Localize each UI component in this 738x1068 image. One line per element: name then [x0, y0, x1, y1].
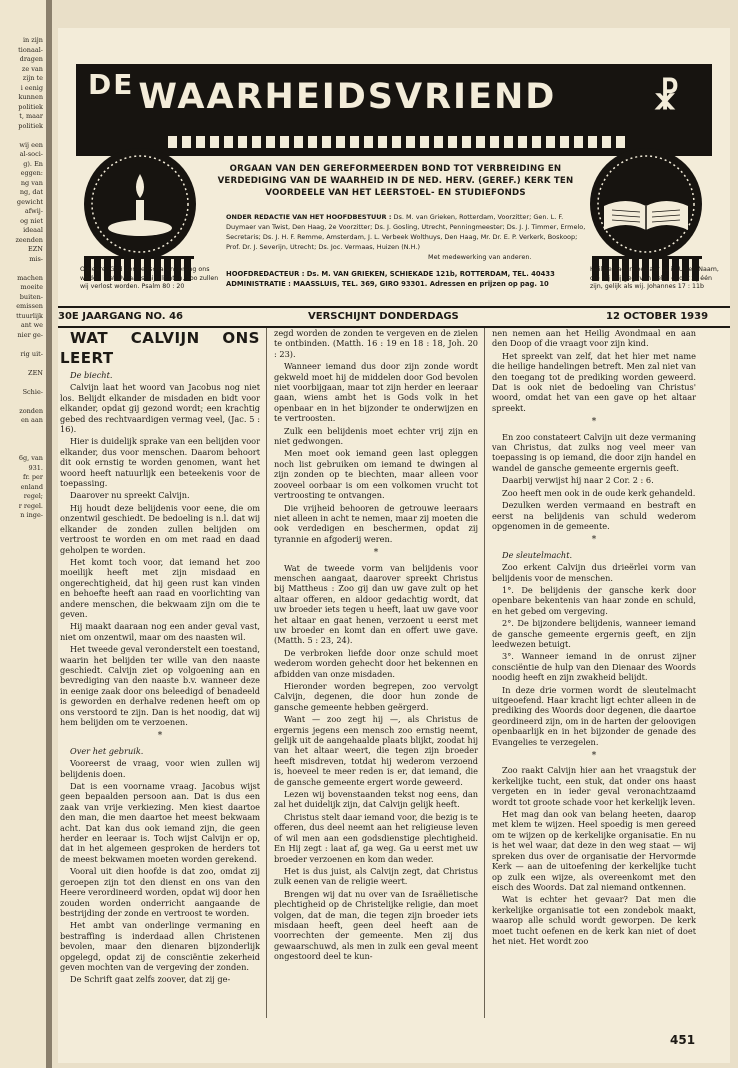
column-3: [492, 328, 696, 1018]
decorative-stripe: [168, 136, 628, 148]
paragraph: Zoo raakt Calvijn hier aan het vraagstuk der kerkelijke tucht, een stuk, dat onder ons haast vergeten en in ieder geval veronachtzaamd wordt tot groote schade voor het kerkelijk leven.: [492, 765, 696, 807]
paragraph: Zoo heeft men ook in de oude kerk gehandeld.: [502, 487, 696, 498]
newspaper-page: [58, 28, 730, 1063]
paragraph: Dat is een voorname vraag. Jacobus wijst geen bepaalden persoon aan. Dat is dus een zaak van vrije verkiezing. Men kiest daartoe den man, die men daartoe het meest bekwaam acht. Dat kan dus ook iemand zijn, die geen herder en leeraar is. Toch wijst Calvijn er op, dat in het algemeen gesproken de herders tot de meest bekwamen moeten worden gerekend.: [60, 781, 260, 864]
paragraph: Vooral uit dien hoofde is dat zoo, omdat zij geroepen zijn tot den dienst en ons van den Heere verordineerd worden, opdat wij door hen zouden worden onderricht aangaande de bestrijding der zonde en vertroost te worden.: [60, 866, 260, 918]
paragraph: Dezulken werden vermaand en bestraft en eerst na belijdenis van schuld wederom opgenomen in de gemeente.: [492, 500, 696, 531]
paragraph: Zulk een belijdenis moet echter vrij zijn en niet gedwongen.: [274, 425, 478, 447]
section-divider: *: [591, 751, 597, 762]
organ-description: ORGAAN VAN DEN GEREFORMEERDEN BOND TOT VERBREIDING EN VERDEDIGING VAN DE WAARHEID IN DE NED. HERV. (GEREF.) KERK TEN VOORDEELE VAN HET LEERSTOEL- EN STUDIEFONDS: [217, 164, 574, 198]
section-heading-sleutelmacht: De sleutelmacht.: [502, 549, 573, 560]
editorial-label: ONDER REDACTIE VAN HET HOOFDBESTUUR :: [226, 213, 392, 221]
paragraph: Daarbij verwijst hij naar 2 Cor. 2 : 6.: [502, 475, 654, 486]
masthead: [58, 28, 730, 298]
article-headline: WAT CALVIJN ONS LEERT: [60, 329, 260, 367]
editorial-board: [226, 212, 586, 252]
paragraph: Lezen wij bovenstaanden tekst nog eens, dan zal het duidelijk zijn, dat Calvijn gelijk heeft.: [274, 789, 478, 810]
previous-page-text: in zijn tionaal- dragen ze van zijn te i eenig kunnen politiek t, maar politiek wij een al-soci- g). En eggen: ng van ng, dat gewicht afwij- og niet ideaal zeenden EZN mis- machen moeite buiten- emissen ttuurlijk ant we nier ge- rig uit- ZEN Schie- zonden en aan 6g, van 931. fr. per enland regel; r regel. n inge-: [15, 36, 43, 519]
contributors-note: Met medewerking van anderen.: [428, 253, 532, 261]
paragraph: De Schrift gaat zelfs zoover, dat zij ge-: [70, 974, 231, 985]
section-divider: *: [591, 417, 597, 428]
editorial-names: Ds. M. van Grieken, Rotterdam, Voorzitter; Gen. L. F. Duymaer van Twist, Den Haag, 2e Voorzitter; Ds. J. Gosling, Utrecht, Penningmeester; Ds. J. J. Timmer, Ermelo, Secretaris; Ds. J. H. F. Remme, Amsterdam, J. L. Verbeek Wolthuys, Den Haag, Mr. Dr. E. P. Verkerk, Boskoop; Prof. Dr. J. Severijn, Utrecht; Ds. Joc. Vermaas, Huizen (N.H.): [226, 213, 586, 251]
paragraph: 3°. Wanneer iemand in de onrust zijner consciëntie de hulp van den Dienaar des Woords noodig heeft en zijn zwakheid belijdt.: [492, 651, 696, 683]
paragraph: Zoo erkent Calvijn dus drieërlei vorm van belijdenis voor de menschen.: [492, 562, 696, 583]
john-quote: Heilige Vader! bewaar ze in Uwen Naam, die Gij mij gegeven hebt, opdat zij één zijn, gelijk als wij. Johannes 17 : 11b: [590, 266, 719, 290]
paragraph: Hij maakt daaraan nog een ander geval vast, niet om onzentwil, maar om des naasten wil.: [60, 621, 260, 642]
title-main: WAARHEIDSVRIEND: [138, 77, 557, 117]
page-number: 451: [670, 1033, 696, 1047]
paragraph: Wat is echter het gevaar? Dat men die kerkelijke organisatie tot een zondebok maakt, waarop alle schuld wordt geworpen. De kerk moet tucht oefenen en de kerk kan niet of doet het niet. Het wordt zoo: [492, 894, 696, 946]
section-divider: *: [591, 535, 597, 546]
paragraph: nen nemen aan het Heilig Avondmaal en aan den Doop of die vraagt voor zijn kind.: [492, 328, 696, 349]
column-1: [60, 328, 267, 1018]
paragraph: Het komt toch voor, dat iemand het zoo moeilijk heeft met zijn misdaad en ongerechtigheid, dat hij geen rust kan vinden en behoefte heeft aan raad en voorlichting van andere menschen, die bekwaam zijn om die te geven.: [60, 556, 260, 619]
newspaper-title: [88, 68, 557, 117]
publication-frequency: VERSCHIJNT DONDERDAGS: [308, 311, 459, 322]
paragraph: zegd worden de zonden te vergeven en de zielen te ontbinden. (Matth. 16 : 19 en 18 : 18, Joh. 20 : 23).: [274, 328, 478, 359]
paragraph: 2°. De bijzondere belijdenis, wanneer iemand de gansche gemeente ergernis geeft, en zijn leedwezen betuigt.: [492, 618, 696, 649]
paragraph: Vooreerst de vraag, voor wien zullen wij belijdenis doen.: [60, 758, 260, 779]
issue-info-bar: [58, 306, 730, 328]
chi-rho-icon: ☧: [653, 78, 680, 118]
paragraph: En zoo constateert Calvijn uit deze vermaning van Christus, dat zulks nog veel meer van toepassing is op iemand, die door zijn handel en wandel de gansche gemeente ergernis geeft.: [492, 431, 696, 473]
paragraph: Hier is duidelijk sprake van een belijden voor elkander, dus voor menschen. Daarom behoort dit ook ernstig te worden genomen, want het woord heeft natuurlijk een beteekenis voor de toepassing.: [60, 436, 260, 489]
section-divider: *: [157, 731, 163, 742]
paragraph: Het ambt van onderlinge vermaning en bestraffing is inderdaad allen Christenen bevolen, maar den dienaren bijzonderlijk opgelegd, opdat zij de consciëntie zekerheid geven mochten van de vergeving der zonden.: [60, 920, 260, 972]
title-prefix: DE: [88, 68, 135, 101]
editor-line: HOOFDREDACTEUR : Ds. M. VAN GRIEKEN, SCHIEKADE 121b, ROTTERDAM, TEL. 40433: [226, 270, 555, 278]
paragraph: Het spreekt van zelf, dat het hier met name die heilige handelingen betreft. Men zal niet van den toegang tot de prediking worden geweerd. Dat is ook niet de bedoeling van Christus' woord, omdat het van een gave op het altaar spreekt.: [492, 350, 696, 413]
column-2: [274, 328, 485, 1018]
paragraph: Want — zoo zegt hij —, als Christus de ergernis jegens een mensch zoo ernstig neemt, gelijk uit de aangehaalde plaats blijkt, zoodat hij van het altaar weert, die tegen zijn broeder heeft misdreven, totdat hij wederom verzoend is, hoeveel te meer reden is er, dat iemand, die de gansche gemeente ergert worde geweerd.: [274, 714, 478, 787]
paragraph: 1°. De belijdenis der gansche kerk door openbare bekentenis van haar zonde en schuld, en het gebed om vergeving.: [492, 584, 696, 616]
issue-date: 12 OCTOBER 1939: [606, 311, 709, 322]
paragraph: Die vrijheid behooren de getrouwe leeraars niet alleen in acht te nemen, maar zij moeten die ook verdedigen en beschermen, opdat zij tyrannie en afgoderij weren.: [274, 502, 478, 544]
psalm-quote: O Heere, God der heirscharen, breng ons weder; laat Uw aanschijn lichten, zoo zullen wij verlost worden. Psalm 80 : 20: [80, 266, 219, 290]
paragraph: Wanneer iemand dus door zijn zonde wordt gekweld moet hij de middelen door God bevolen niet voorbijgaan, maar tot zijn herder en leeraar gaan, wiens ambt het is Gods volk in het openbaar en in het bijzonder te onderwijzen en te vertroosten.: [274, 361, 478, 424]
paragraph: Daarover nu spreekt Calvijn.: [70, 490, 190, 501]
paragraph: Het is dus juist, als Calvijn zegt, dat Christus zulk eenen van de religie weert.: [274, 865, 478, 887]
volume-number: 30E JAARGANG NO. 46: [58, 311, 183, 322]
paragraph: Het mag dan ook van belang heeten, daarop met klem te wijzen. Heel spoedig is men gereed om te wijzen op de kerkelijke organisatie. En nu is het wel waar, dat deze in den weg staat — wij spreken dus over de organisatie der Hervormde Kerk — aan de uitoefening der kerkelijke tucht op zulk een wijze, als overeenkomt met den eisch des Woords. Dat zal niemand ontkennen.: [492, 809, 696, 892]
paragraph: Hieronder worden begrepen, zoo vervolgt Calvijn, degenen, die door hun zonde de gansche gemeente hebben geërgerd.: [274, 681, 478, 712]
paragraph: Het tweede geval veronderstelt een toestand, waarin het belijden ter wille van den naaste geschiedt. Calvijn ziet op volgoening aan en bevrediging van den naaste b.v. wanneer deze in eenige zaak door ons beleedigd of benadeeld is geworden en derhalve redenen heeft om op ons verstoord te zijn. Dan is het noodig, dat wij hem belijden om te verzoenen.: [60, 644, 260, 727]
paragraph: In deze drie vormen wordt de sleutelmacht uitgeoefend. Haar kracht ligt echter alleen in de prediking des Woords door degenen, die daartoe geordineerd zijn, om in de harten der geloovigen openbaarlijk en in het bijzonder de genade des Evangelies te verzegelen.: [492, 684, 696, 747]
paragraph: Hij houdt deze belijdenis voor eene, die om onzentwil geschiedt. De bedoeling is n.l. dat wij elkander de zonden zullen belijden om vertroost te worden en om met raad en daad geholpen te worden.: [60, 502, 260, 555]
paragraph: De verbroken liefde door onze schuld moet wederom worden gehecht door het bekennen en afbidden van onze misdaden.: [274, 647, 478, 679]
paragraph: Wat de tweede vorm van belijdenis voor menschen aangaat, daarover spreekt Christus bij Mattheus : Zoo gij dan uw gave zult op het altaar offeren, en aldoor gedachtig wordt, dat uw broeder iets tegen u heeft, laat uw gave voor het altaar en gaat henen, verzoent u eerst met uw broeder en komt dan en offert uwe gave. (Matth. 5 : 23, 24).: [274, 562, 478, 646]
editor-in-chief: [226, 269, 596, 289]
section-heading-gebruik: Over het gebruik.: [70, 745, 144, 756]
paragraph: Brengen wij dat nu over van de Israëlietische plechtigheid op de Christelijke religie, dan moet volgen, dat de man, die tegen zijn broeder iets misdaan heeft, geen deel heeft aan de voorrechten der gemeente. Men zij dus gewaarschuwd, als men in zulk een geval meent ongestoord deel te kun-: [274, 888, 478, 962]
open-book-emblem-icon: [586, 144, 706, 264]
section-divider: *: [373, 548, 379, 559]
paragraph: Christus stelt daar iemand voor, die bezig is te offeren, dus deel neemt aan het religieuse leven of wil men aan een godsdienstige plechtigheid. En Hij zegt : laat af, ga weg. Ga u eerst met uw broeder verzoenen en kom dan weder.: [274, 811, 478, 864]
previous-page-edge: [0, 0, 52, 1068]
paragraph: Men moet ook iemand geen last opleggen noch list gebruiken om iemand te dwingen al zijn zonden op te biechten, maar alleen voor zooveel oorbaar is om een volkomen vrucht tot vertroosting te ontvangen.: [274, 448, 478, 501]
section-heading-biecht: De biecht.: [70, 370, 113, 380]
lamp-emblem-icon: [80, 144, 200, 264]
administration-line: ADMINISTRATIE : MAASSLUIS, TEL. 369, GIRO 93301. Adressen en prijzen op pag. 10: [226, 280, 549, 288]
paragraph: Calvijn laat het woord van Jacobus nog niet los. Belijdt elkander de misdaden en bidt voor elkander, opdat gij gezond wordt; een krachtig gebed des rechtvaardigen vermag veel, (Jac. 5 : 16).: [60, 382, 260, 435]
